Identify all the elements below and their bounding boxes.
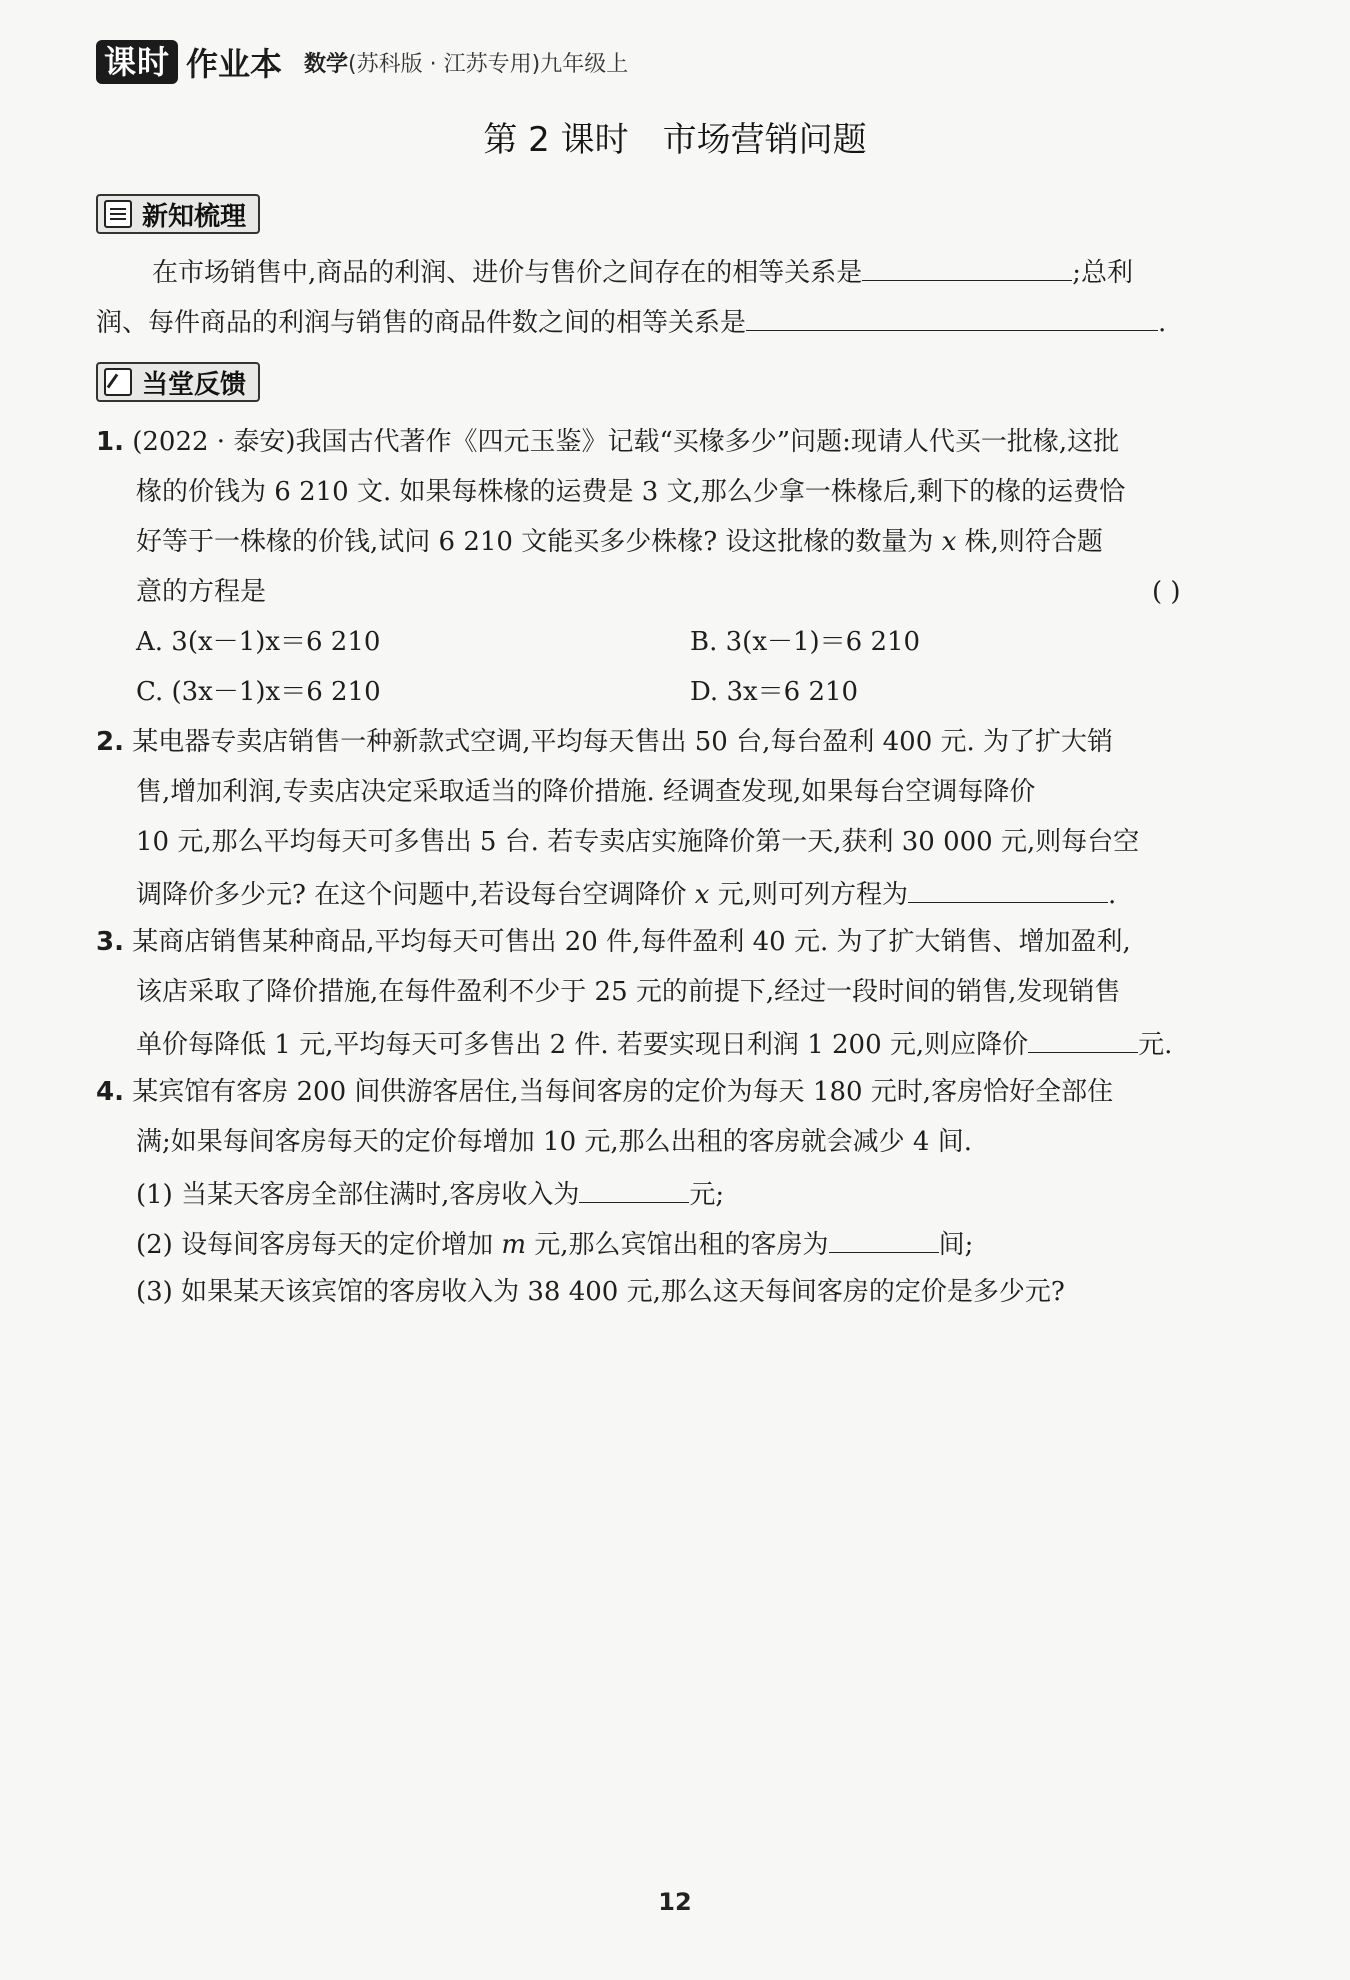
intro-line-2: 润、每件商品的利润与销售的商品件数之间的相等关系是 . <box>96 302 1166 341</box>
lesson-topic: 市场营销问题 <box>662 120 867 160</box>
section-label: 当堂反馈 <box>142 369 247 400</box>
answer-blank[interactable] <box>746 302 1158 331</box>
question-4-sub-1: (1) 当某天客房全部住满时,客房收入为 元; <box>136 1174 724 1213</box>
question-2-line-2: 售,增加利润,专卖店决定采取适当的降价措施. 经调查发现,如果每台空调每降价 <box>136 777 1036 807</box>
notebook-icon <box>104 200 132 228</box>
option-a[interactable]: A. 3(x－1)x＝6 210 <box>136 627 381 657</box>
section-label: 新知梳理 <box>142 201 247 232</box>
intro-line-1: 在市场销售中,商品的利润、进价与售价之间存在的相等关系是 ;总利 <box>152 252 1133 291</box>
question-2-line-1: 2. 某电器专卖店销售一种新款式空调,平均每天售出 50 台,每台盈利 400 元. 为了扩大销 <box>96 727 1114 757</box>
edition-label: (苏科版 · 江苏专用)九年级上 <box>348 51 629 77</box>
section-class-feedback <box>96 362 260 402</box>
brand-logo: 课时 <box>96 40 178 84</box>
option-b[interactable]: B. 3(x－1)＝6 210 <box>690 627 921 657</box>
answer-blank[interactable] <box>829 1224 939 1253</box>
question-3-line-1: 3. 某商店销售某种商品,平均每天可售出 20 件,每件盈利 40 元. 为了扩大销售、增加盈利, <box>96 927 1131 957</box>
page-number: 12 <box>658 1888 692 1916</box>
lesson-number: 第 2 课时 <box>483 120 629 160</box>
option-c[interactable]: C. (3x－1)x＝6 210 <box>136 677 381 707</box>
question-1-line-3: 好等于一株椽的价钱,试问 6 210 文能买多少株椽? 设这批椽的数量为 x 株,则符合题 <box>136 527 1103 557</box>
answer-blank[interactable] <box>862 252 1072 281</box>
option-d[interactable]: D. 3x＝6 210 <box>690 677 859 707</box>
brand-name: 作业本 <box>186 45 283 83</box>
question-3-line-2: 该店采取了降价措施,在每件盈利不少于 25 元的前提下,经过一段时间的销售,发现销售 <box>136 977 1121 1007</box>
answer-blank[interactable] <box>908 874 1108 903</box>
question-2-line-4: 调降价多少元? 在这个问题中,若设每台空调降价 x 元,则可列方程为 . <box>136 874 1116 913</box>
answer-blank[interactable] <box>579 1174 689 1203</box>
question-1-line-4: 意的方程是 <box>136 577 267 607</box>
question-1-line-2: 椽的价钱为 6 210 文. 如果每株椽的运费是 3 文,那么少拿一株椽后,剩下的椽的运费恰 <box>136 477 1126 507</box>
question-4-line-2: 满;如果每间客房每天的定价每增加 10 元,那么出租的客房就会减少 4 间. <box>136 1127 972 1157</box>
question-1-line-1: 1. (2022 · 泰安)我国古代著作《四元玉鉴》记载“买椽多少”问题:现请人代买一批椽,这批 <box>96 427 1120 457</box>
page-title <box>0 112 1350 161</box>
page-header <box>96 38 628 86</box>
question-2-line-3: 10 元,那么平均每天可多售出 5 台. 若专卖店实施降价第一天,获利 30 000 元,则每台空 <box>136 827 1140 857</box>
section-new-knowledge <box>96 194 260 234</box>
question-4-sub-3: (3) 如果某天该宾馆的客房收入为 38 400 元,那么这天每间客房的定价是多少元? <box>136 1277 1065 1307</box>
answer-parentheses[interactable]: ( ) <box>1152 577 1181 607</box>
answer-blank[interactable] <box>1028 1024 1138 1053</box>
question-3-line-3: 单价每降低 1 元,平均每天可多售出 2 件. 若要实现日利润 1 200 元,则应降价 元. <box>136 1024 1172 1063</box>
question-4-sub-2: (2) 设每间客房每天的定价增加 m 元,那么宾馆出租的客房为 间; <box>136 1224 973 1263</box>
pen-icon <box>104 368 132 396</box>
subject-label: 数学 <box>304 51 349 77</box>
question-4-line-1: 4. 某宾馆有客房 200 间供游客居住,当每间客房的定价为每天 180 元时,客房恰好全部住 <box>96 1077 1114 1107</box>
